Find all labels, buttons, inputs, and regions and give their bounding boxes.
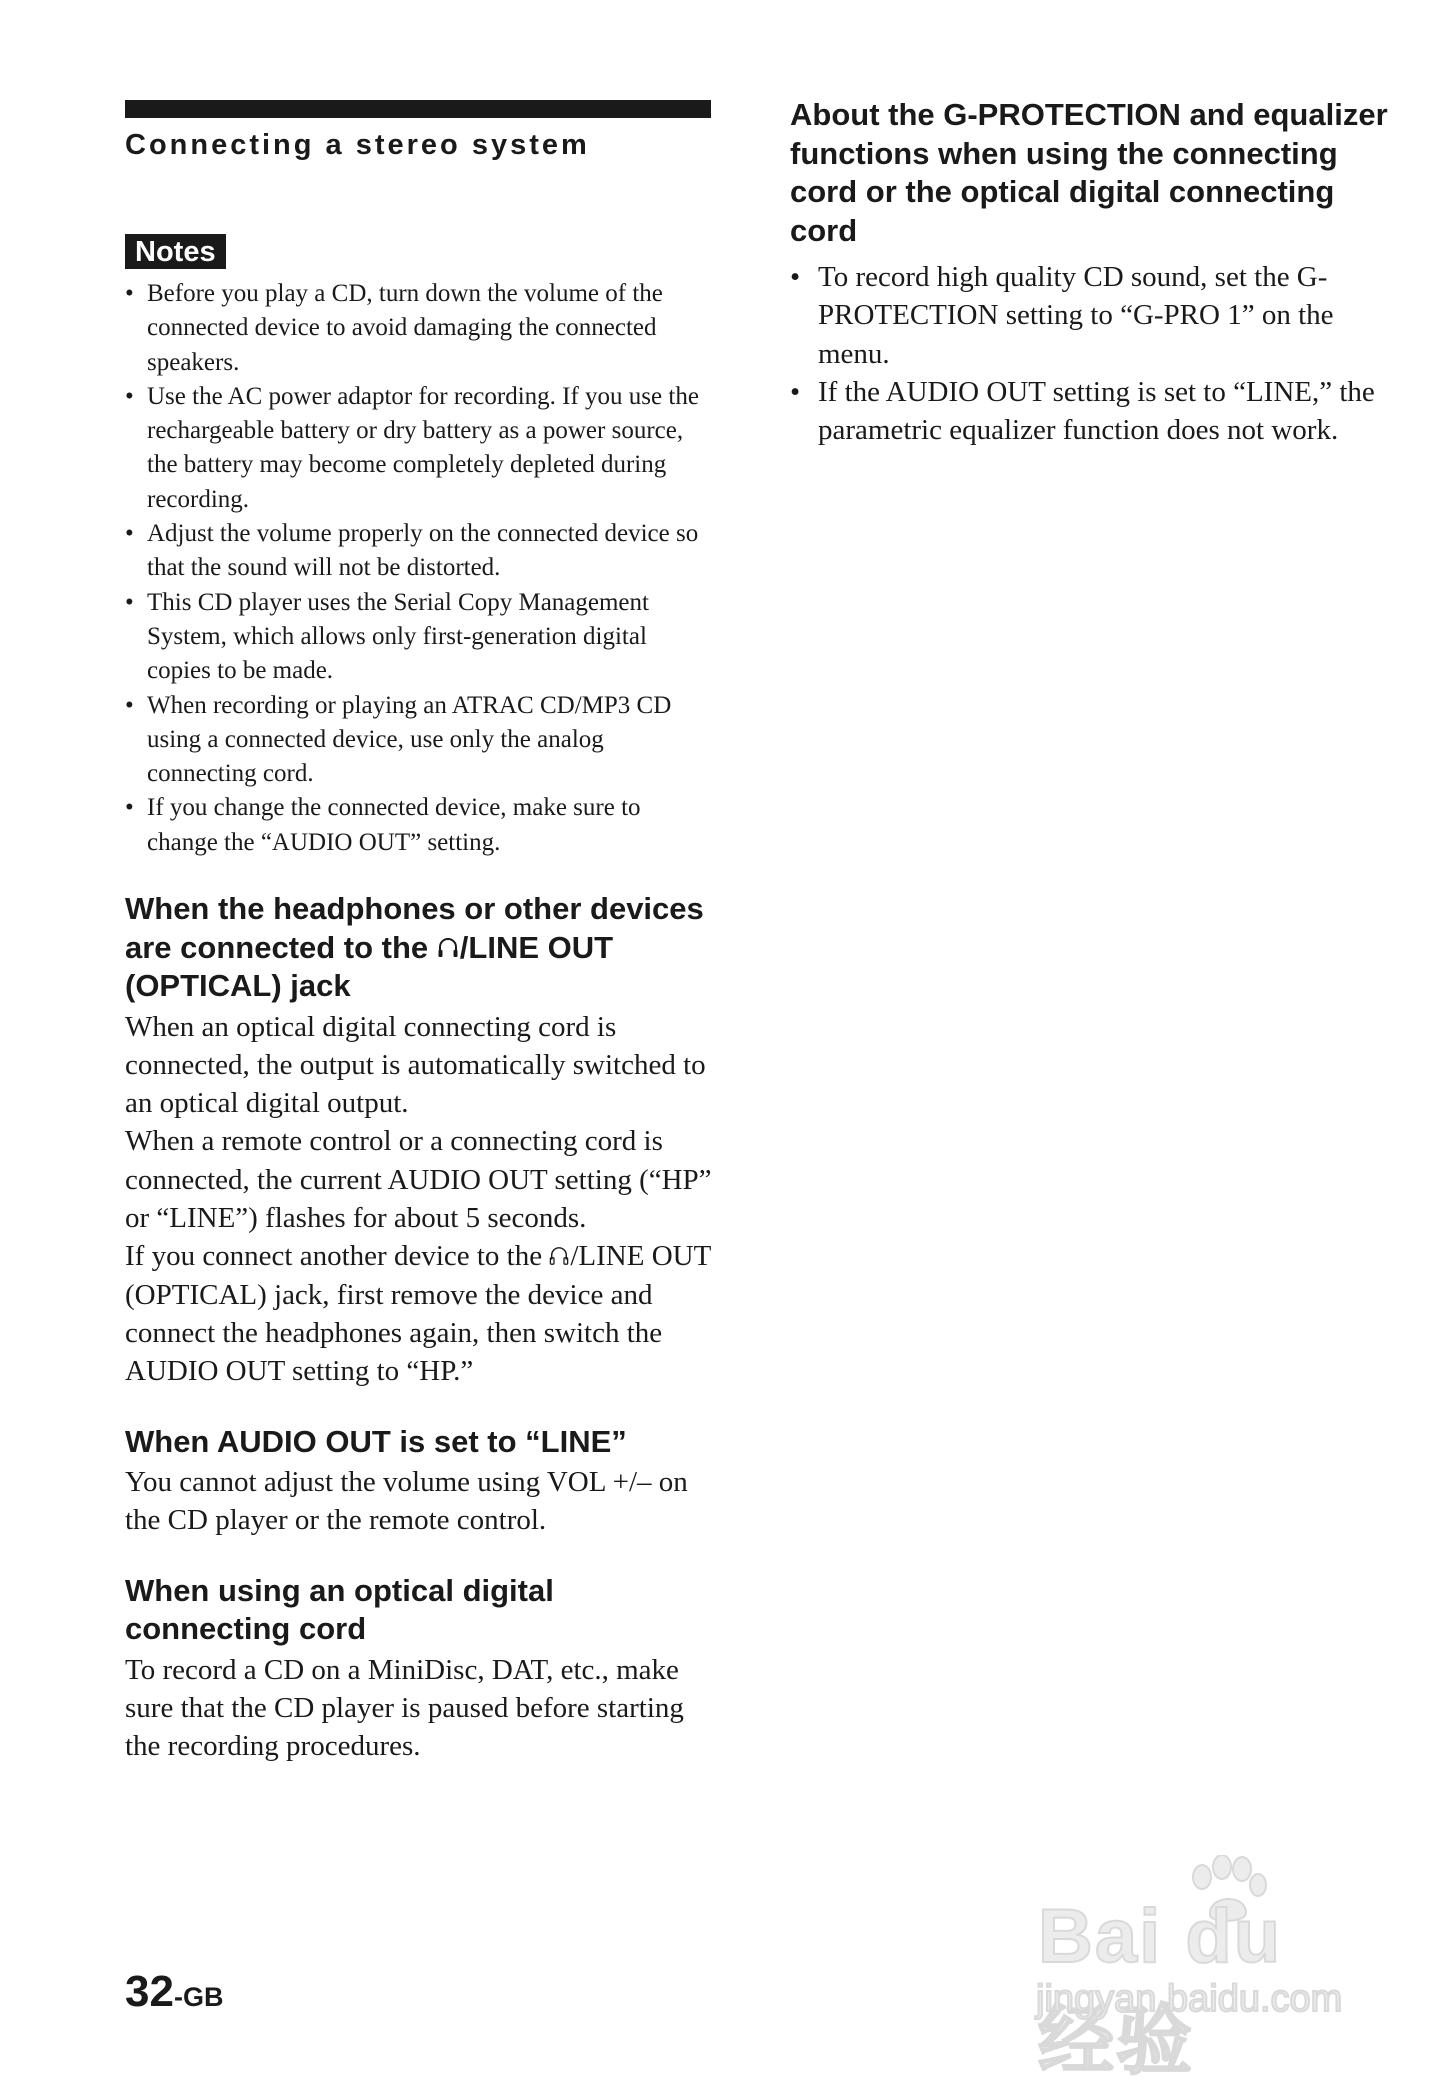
note-item: • Before you play a CD, turn down the volume of the connected device to avoid damaging the connected speakers.	[125, 277, 715, 380]
note-item: • When recording or playing an ATRAC CD/MP3 CD using a connected device, use only the analog connecting cord.	[125, 689, 715, 792]
headphones-para-1: When an optical digital connecting cord is connected, the output is automatically switched to an optical digital output.	[125, 1010, 706, 1120]
baidu-watermark	[1030, 1855, 1370, 2084]
list-item: • If the AUDIO OUT setting is set to “LINE,” the parametric equalizer function does not work.	[790, 373, 1390, 450]
left-column	[125, 100, 715, 1766]
g-protection-list	[790, 258, 1390, 449]
section-title: Connecting a stereo system	[125, 129, 590, 161]
audio-out-line-para: You cannot adjust the volume using VOL +/– on the CD player or the remote control.	[125, 1466, 688, 1537]
optical-cord-heading: When using an optical digital connecting cord	[125, 1572, 554, 1647]
optical-cord-para: To record a CD on a MiniDisc, DAT, etc., make sure that the CD player is paused before starting the recording procedures.	[125, 1653, 684, 1763]
page-number: 32-GB	[125, 1967, 224, 2016]
audio-out-line-heading: When AUDIO OUT is set to “LINE”	[125, 1423, 627, 1459]
headphones-para-2: When a remote control or a connecting cord is connected, the current AUDIO OUT setting (“HP” or “LINE”) flashes for about 5 seconds.	[125, 1125, 712, 1235]
right-column	[790, 96, 1390, 449]
g-protection-heading: About the G-PROTECTION and equalizer functions when using the connecting cord or the optical digital connecting cord	[790, 97, 1388, 248]
note-item: • Adjust the volume properly on the connected device so that the sound will not be distorted.	[125, 517, 715, 586]
note-item: • If you change the connected device, make sure to change the “AUDIO OUT” setting.	[125, 791, 715, 860]
headphones-para-3: If you connect another device to the /LINE OUT (OPTICAL) jack, first remove the device and connect the headphones again, then switch the AUDIO OUT setting to “HP.”	[125, 1240, 711, 1388]
watermark-url: jingyan.baidu.com	[1036, 1978, 1343, 2020]
note-item: • Use the AC power adaptor for recording. If you use the rechargeable battery or dry battery as a power source, the battery may become completely depleted during recording.	[125, 380, 715, 517]
list-item: • To record high quality CD sound, set the G-PROTECTION setting to “G-PRO 1” on the menu.	[790, 258, 1390, 373]
note-item: • This CD player uses the Serial Copy Management System, which allows only first-generation digital copies to be made.	[125, 586, 715, 689]
headphone-icon	[437, 936, 459, 960]
section-bar	[125, 100, 711, 118]
notes-list	[125, 277, 715, 860]
headphone-icon	[549, 1245, 569, 1267]
notes-badge: Notes	[125, 234, 226, 269]
headphones-heading: When the headphones or other devices are connected to the /LINE OUT (OPTICAL) jack	[125, 891, 704, 1004]
watermark-text: Bai du 经验	[1038, 1894, 1283, 2084]
